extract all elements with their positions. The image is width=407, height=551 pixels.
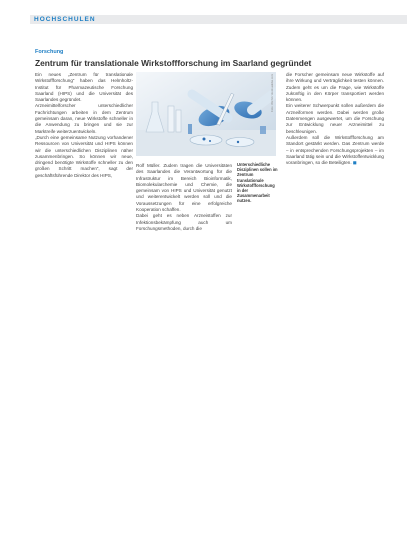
paragraph: Ein neues „Zentrum für translationale Wirkstoffforschung“ haben das Helmholtz-Institut für Pharmazeutische Forschung Saarland (HIPS) und die Universität des Saarlandes gegründet. [35, 72, 133, 103]
photo-credit: Foto: Wichit / stock.adobe.com [270, 73, 274, 112]
end-mark-icon: ◼ [352, 160, 357, 166]
article-column-4 [286, 72, 384, 166]
paragraph: die Forscher gemeinsam neue Wirkstoffe auf ihre Wirkung und Verträglichkeit testen können. Zudem geht es um die Frage, wie Wirkstoffe zukünftig in den Körper transportiert werden können. [286, 72, 384, 103]
paragraph: Arzneimittelforscher unterschiedlicher Fachrichtungen arbeiten in dem Zentrum gemeinsam daran, neue Wirkstoffe schneller in die Anwendung zu bringen und sie zur Marktreife weiterzuentwickeln. [35, 103, 133, 134]
paragraph: Rolf Müller. Zudem tragen die Universitäten des Saarlandes die Verantwortung für die Infrastruktur im Bereich Bioinformatik, Biomolekularchemie und Chemie, die gemeinsam von HIPS und Universität genutzt und weiterentwickelt werden soll und die Voraussetzungen für eine erfolgreiche Kooperation schaffen. [136, 163, 232, 213]
lab-photo [136, 72, 276, 156]
lab-photo-illustration [136, 72, 276, 156]
paragraph [286, 135, 384, 166]
section-label: HOCHSCHULEN [34, 16, 96, 23]
article-kicker: Forschung [35, 49, 64, 55]
photo-caption: Unterschiedliche Disziplinen sollen im Zentrum translationale Wirkstoffforschung in der Zusammenarbeit nutzen. [237, 162, 278, 204]
article-column-2 [136, 163, 232, 232]
paragraph-text: Außerdem soll die Wirkstoffforschung am Standort gestärkt werden. Das Zentrum werde – in entsprechenden Forschungsprojekten – im Saarland tätig sein und die Wirkstoffentwicklung voranbringen, so die Beteiligten. [286, 134, 384, 166]
paragraph: „Durch eine gemeinsame Nutzung vorhandener Ressourcen von Universität und HIPS können wir die unterschiedlichen Disziplinen näher zusammenbringen. So können wir neue, dringend benötigte Wirkstoffe schneller zu den großen Schritt machen“, sagt der geschäftsführende Direktor des HIPS, [35, 134, 133, 178]
article-headline: Zentrum für translationale Wirkstoffforschung im Saarland gegründet [35, 58, 312, 68]
paragraph: Dabei geht es neben Arzneistoffen zur Infektionsbekämpfung auch um Forschungsmethoden, durch die [136, 213, 232, 231]
article-column-1 [35, 72, 133, 179]
paragraph: Ein weiterer Schwerpunkt sollen außerdem die Arzneiformen werden. Dabei werden große Datenmengen ausgewertet, um die Forschung zur Entwicklung neuer Arzneimittel zu beschleunigen. [286, 103, 384, 134]
